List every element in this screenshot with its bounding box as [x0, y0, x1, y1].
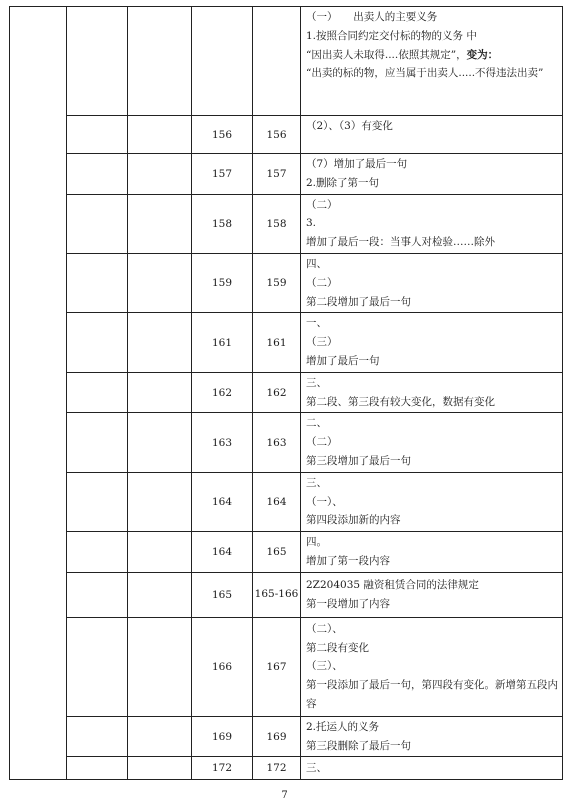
table-row — [10, 116, 563, 154]
table-row — [10, 617, 563, 716]
change-line: 第二段增加了最后一句 — [306, 295, 411, 308]
blank-cell — [67, 7, 128, 116]
change-line: 增加了第一段内容 — [306, 554, 390, 567]
change-description-cell — [301, 572, 563, 617]
change-line: 四、 — [306, 257, 327, 270]
old-page-cell: 158 — [192, 194, 253, 253]
change-line: 增加了最后一段：当事人对检验……除外 — [306, 236, 495, 249]
new-page-cell: 157 — [253, 154, 301, 195]
change-line: “因出卖人未取得....依照其规定”，变为： — [306, 48, 499, 61]
change-line: （二）、 — [306, 622, 343, 635]
new-page-cell — [253, 7, 301, 116]
change-line: （二） — [306, 436, 338, 449]
table-row — [10, 154, 563, 195]
table-row — [10, 757, 563, 780]
change-line: 二、 — [306, 417, 327, 430]
new-page-cell: 167 — [253, 617, 301, 716]
table-row — [10, 472, 563, 531]
change-description-cell — [301, 532, 563, 573]
change-line: 2.删除了第一句 — [306, 176, 380, 189]
change-line: 第一段添加了最后一句，第四段有变化。新增第五段内容 — [306, 679, 558, 710]
new-page-cell: 162 — [253, 372, 301, 413]
change-description-cell — [301, 472, 563, 531]
table-row — [10, 372, 563, 413]
emphasis-text: 变为： — [466, 48, 499, 61]
change-line: 增加了最后一句 — [306, 354, 380, 367]
change-line: （三） — [306, 336, 338, 349]
old-page-cell — [192, 7, 253, 116]
change-description-cell — [301, 617, 563, 716]
table-row — [10, 716, 563, 757]
old-page-cell: 166 — [192, 617, 253, 716]
new-page-cell: 158 — [253, 194, 301, 253]
change-line: 三、 — [306, 761, 327, 774]
change-line: （一）、 — [306, 495, 343, 508]
change-description-cell — [301, 154, 563, 195]
change-line: 第四段添加新的内容 — [306, 514, 401, 527]
table-row — [10, 194, 563, 253]
change-line: 第二段有变化 — [306, 641, 369, 654]
old-page-cell: 169 — [192, 716, 253, 757]
table-row — [10, 253, 563, 312]
change-line: 四。 — [306, 536, 327, 549]
change-line: 2.托运人的义务 — [306, 720, 380, 733]
change-description-cell — [301, 313, 563, 372]
new-page-cell: 156 — [253, 116, 301, 154]
change-line: 第一段增加了内容 — [306, 597, 390, 610]
change-line: 第二段、第三段有较大变化，数据有变化 — [306, 395, 495, 408]
change-description-cell — [301, 757, 563, 780]
old-page-cell: 163 — [192, 413, 253, 472]
revision-table — [9, 6, 563, 780]
old-page-cell: 161 — [192, 313, 253, 372]
change-description-cell — [301, 372, 563, 413]
change-description-cell — [301, 194, 563, 253]
change-line: “出卖的标的物，应当属于出卖人.....不得违法出卖” — [306, 67, 544, 80]
change-line: 2Z204035 融资租赁合同的法律规定 — [306, 578, 479, 591]
change-line: （一） 出卖人的主要义务 — [306, 11, 438, 23]
blank-cell — [128, 7, 192, 116]
new-page-cell: 161 — [253, 313, 301, 372]
change-line: （7）增加了最后一句 — [306, 158, 408, 170]
new-page-cell: 172 — [253, 757, 301, 780]
change-line: （2）、（3）有变化 — [306, 120, 393, 132]
table-row — [10, 313, 563, 372]
old-page-cell: 159 — [192, 253, 253, 312]
change-description-cell — [301, 7, 563, 116]
new-page-cell: 165-166 — [253, 572, 301, 617]
revision-table-page — [9, 6, 562, 780]
old-page-cell: 172 — [192, 757, 253, 780]
change-line: 三、 — [306, 476, 327, 489]
table-row — [10, 413, 563, 472]
new-page-cell: 165 — [253, 532, 301, 573]
change-line: 一、 — [306, 317, 327, 330]
old-page-cell: 165 — [192, 572, 253, 617]
old-page-cell: 156 — [192, 116, 253, 154]
change-line: 第三段增加了最后一句 — [306, 454, 411, 467]
change-line: （三）、 — [306, 660, 343, 673]
change-description-cell — [301, 116, 563, 154]
change-description-cell — [301, 253, 563, 312]
new-page-cell: 163 — [253, 413, 301, 472]
change-line: （二） — [306, 198, 338, 211]
old-page-cell: 164 — [192, 472, 253, 531]
change-line: 三、 — [306, 376, 327, 389]
table-row — [10, 532, 563, 573]
old-page-cell: 157 — [192, 154, 253, 195]
change-description-cell — [301, 716, 563, 757]
old-page-cell: 162 — [192, 372, 253, 413]
old-page-cell: 164 — [192, 532, 253, 573]
change-description-cell — [301, 413, 563, 472]
page-number: 7 — [281, 790, 288, 801]
change-line: 3. — [306, 217, 317, 230]
new-page-cell: 159 — [253, 253, 301, 312]
chapter-cell — [10, 7, 67, 780]
table-row — [10, 7, 563, 116]
change-line: （二） — [306, 276, 338, 289]
new-page-cell: 169 — [253, 716, 301, 757]
new-page-cell: 164 — [253, 472, 301, 531]
change-line: 第三段删除了最后一句 — [306, 739, 411, 752]
change-line: 1.按照合同约定交付标的物的义务 中 — [306, 29, 477, 42]
table-row — [10, 572, 563, 617]
